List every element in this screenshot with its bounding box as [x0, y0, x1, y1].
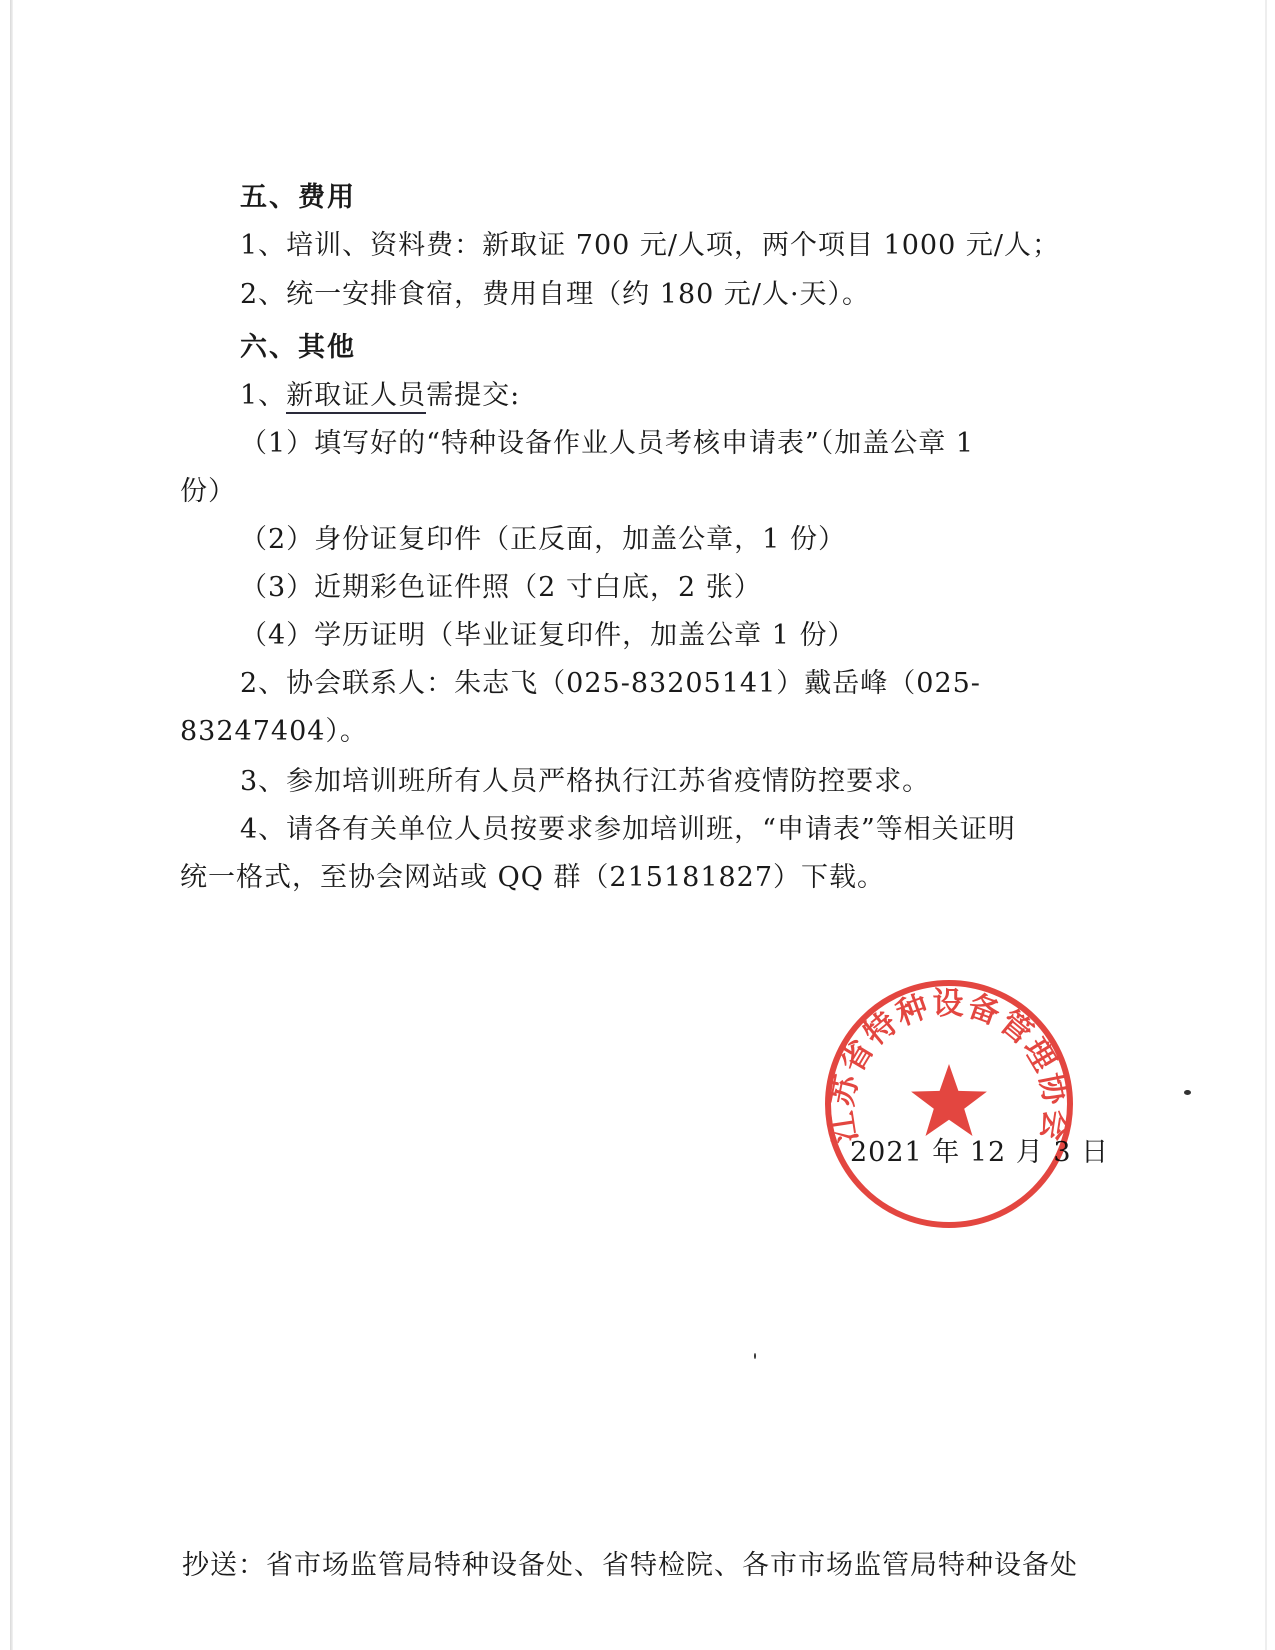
section-6-item-3: 3、参加培训班所有人员严格执行江苏省疫情防控要求。 — [240, 766, 931, 797]
section-6-item-4-line-2: 统一格式，至协会网站或 QQ 群（215181827）下载。 — [180, 862, 886, 893]
section-6-item-1-underlined: 新取证人员 — [286, 380, 426, 414]
sub-item-1-line-1: （1）填写好的“特种设备作业人员考核申请表”（加盖公章 1 — [240, 428, 975, 459]
sub-item-1-line-2: 份） — [180, 476, 236, 507]
sub-item-2: （2）身份证复印件（正反面，加盖公章，1 份） — [240, 524, 846, 555]
sub-item-3: （3）近期彩色证件照（2 寸白底，2 张） — [240, 572, 762, 603]
section-6-item-1-suffix: 需提交: — [426, 380, 521, 411]
section-6-item-2-line-1: 2、协会联系人：朱志飞（025-83205141）戴岳峰（025- — [240, 668, 981, 699]
scan-speck — [754, 1353, 756, 1359]
scan-edge-left — [10, 0, 13, 1650]
section-5-item-2: 2、统一安排食宿，费用自理（约 180 元/人·天）。 — [240, 279, 871, 310]
section-6-item-1 — [240, 378, 520, 414]
section-5-item-1: 1、培训、资料费：新取证 700 元/人项，两个项目 1000 元/人； — [240, 230, 1060, 261]
sub-item-4: （4）学历证明（毕业证复印件，加盖公章 1 份） — [240, 620, 856, 651]
section-6-heading: 六、其他 — [240, 332, 356, 363]
section-6-item-1-prefix: 1、 — [240, 380, 287, 411]
scan-speck — [1184, 1090, 1191, 1095]
section-6-item-2-line-2: 83247404）。 — [180, 716, 368, 747]
cc-recipients: 抄送：省市场监管局特种设备处、省特检院、各市市场监管局特种设备处 — [182, 1550, 1078, 1581]
official-seal-icon — [823, 978, 1075, 1230]
section-5-heading: 五、费用 — [240, 182, 356, 213]
scan-edge-right — [1265, 0, 1267, 1650]
seal-text: 江苏省特种设备管理协会 — [823, 986, 1075, 1145]
issue-date: 2021 年 12 月 3 日 — [850, 1137, 1110, 1168]
section-6-item-4-line-1: 4、请各有关单位人员按要求参加培训班，“申请表”等相关证明 — [240, 814, 1016, 845]
